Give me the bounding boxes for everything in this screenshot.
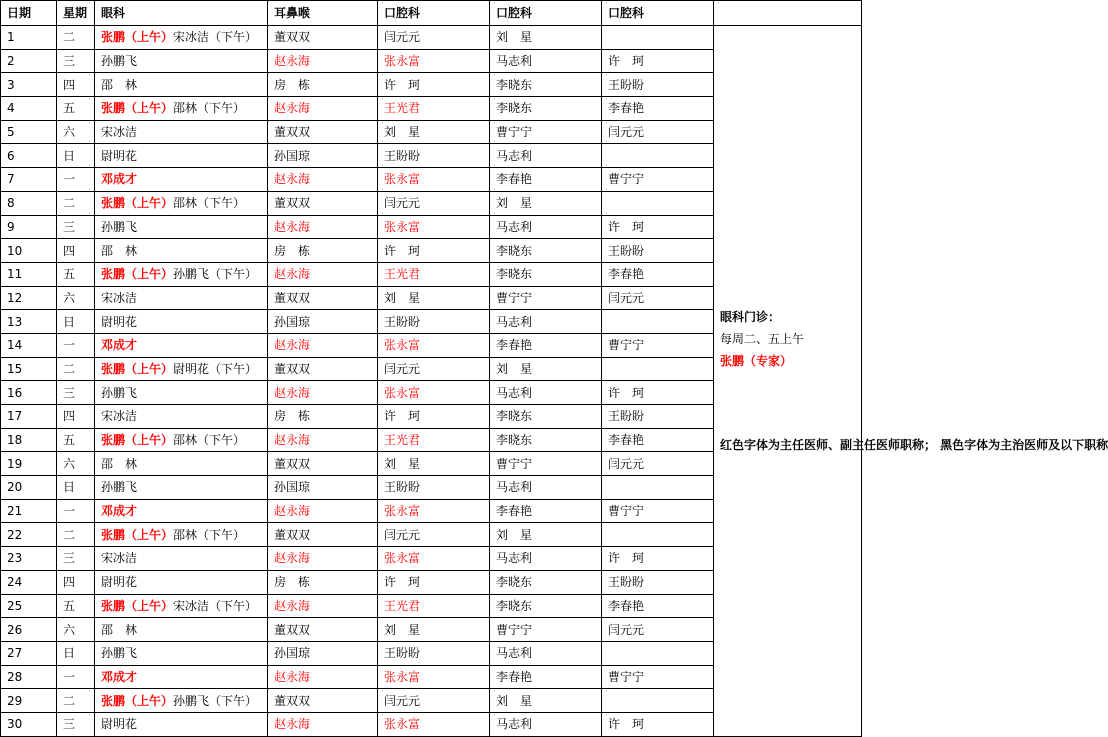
date-cell: 30 — [1, 712, 57, 736]
oral-cell-2: 李春艳 — [490, 168, 602, 192]
date-cell: 29 — [1, 689, 57, 713]
date-cell: 12 — [1, 286, 57, 310]
oral-cell-1: 闫元元 — [378, 689, 490, 713]
eye-senior-doctor: 张鹏（上午） — [101, 598, 174, 613]
oral-cell-1: 王盼盼 — [378, 144, 490, 168]
date-cell: 1 — [1, 26, 57, 50]
date-cell: 9 — [1, 215, 57, 239]
eye-doctor: 宋冰洁 — [101, 125, 138, 140]
eye-cell — [95, 381, 268, 405]
note-legend: 红色字体为主任医师、副主任医师职称； 黑色字体为主治医师及以下职称 — [720, 437, 1108, 452]
oral-cell-2: 刘 星 — [490, 523, 602, 547]
weekday-cell: 三 — [57, 381, 95, 405]
weekday-cell: 三 — [57, 215, 95, 239]
note-cell — [714, 26, 1108, 737]
eye-doctor: 宋冰洁（下午） — [173, 598, 258, 613]
ent-cell: 房 栋 — [268, 239, 378, 263]
oral-cell-2: 李晓东 — [490, 594, 602, 618]
date-cell: 3 — [1, 73, 57, 97]
oral-cell-1: 张永富 — [378, 215, 490, 239]
oral-cell-3: 曹宁宁 — [602, 499, 714, 523]
oral-cell-3: 李春艳 — [602, 428, 714, 452]
oral-cell-2: 李晓东 — [490, 73, 602, 97]
oral-cell-2: 李晓东 — [490, 570, 602, 594]
oral-cell-2: 刘 星 — [490, 689, 602, 713]
eye-senior-doctor: 张鹏（上午） — [101, 361, 174, 376]
date-cell: 10 — [1, 239, 57, 263]
weekday-cell: 六 — [57, 618, 95, 642]
eye-cell — [95, 97, 268, 121]
oral-cell-2: 马志利 — [490, 49, 602, 73]
oral-cell-1: 张永富 — [378, 168, 490, 192]
oral-cell-1: 闫元元 — [378, 523, 490, 547]
ent-cell: 赵永海 — [268, 168, 378, 192]
ent-cell: 董双双 — [268, 286, 378, 310]
weekday-cell: 三 — [57, 547, 95, 571]
eye-doctor: 孙鹏飞（下午） — [173, 693, 258, 708]
eye-doctor: 邵 林 — [101, 243, 138, 258]
eye-cell — [95, 286, 268, 310]
eye-senior-doctor: 邓成才 — [101, 504, 138, 519]
weekday-cell: 六 — [57, 286, 95, 310]
weekday-cell: 日 — [57, 641, 95, 665]
oral-cell-3: 闫元元 — [602, 120, 714, 144]
oral-cell-2: 曹宁宁 — [490, 618, 602, 642]
oral-cell-2: 李春艳 — [490, 499, 602, 523]
oral-cell-2: 李春艳 — [490, 333, 602, 357]
oral-cell-3 — [602, 144, 714, 168]
eye-cell — [95, 310, 268, 334]
date-cell: 22 — [1, 523, 57, 547]
eye-doctor: 尉明花（下午） — [173, 361, 258, 376]
eye-doctor: 邵 林 — [101, 77, 138, 92]
oral-cell-3: 闫元元 — [602, 286, 714, 310]
eye-doctor: 尉明花 — [101, 717, 138, 732]
weekday-cell: 二 — [57, 523, 95, 547]
ent-cell: 房 栋 — [268, 73, 378, 97]
oral-cell-3 — [602, 523, 714, 547]
oral-cell-2: 曹宁宁 — [490, 452, 602, 476]
eye-senior-doctor: 邓成才 — [101, 669, 138, 684]
oral-cell-1: 许 珂 — [378, 570, 490, 594]
date-cell: 28 — [1, 665, 57, 689]
ent-cell: 赵永海 — [268, 333, 378, 357]
oral-cell-1: 闫元元 — [378, 357, 490, 381]
eye-doctor: 尉明花 — [101, 148, 138, 163]
eye-doctor: 孙鹏飞 — [101, 646, 138, 661]
date-cell: 8 — [1, 191, 57, 215]
oral-cell-3: 李春艳 — [602, 262, 714, 286]
ent-cell: 孙国琼 — [268, 310, 378, 334]
eye-cell — [95, 262, 268, 286]
eye-cell — [95, 73, 268, 97]
weekday-cell: 六 — [57, 452, 95, 476]
oral-cell-1: 张永富 — [378, 712, 490, 736]
weekday-cell: 日 — [57, 310, 95, 334]
eye-doctor: 宋冰洁（下午） — [173, 30, 258, 45]
ent-cell: 董双双 — [268, 689, 378, 713]
ent-cell: 董双双 — [268, 357, 378, 381]
eye-doctor: 孙鹏飞 — [101, 480, 138, 495]
date-cell: 5 — [1, 120, 57, 144]
ent-cell: 赵永海 — [268, 499, 378, 523]
eye-senior-doctor: 张鹏（上午） — [101, 196, 174, 211]
eye-cell — [95, 428, 268, 452]
ent-cell: 董双双 — [268, 523, 378, 547]
oral-cell-1: 王光君 — [378, 97, 490, 121]
table-row — [1, 26, 862, 50]
ent-cell: 赵永海 — [268, 594, 378, 618]
ent-cell: 孙国琼 — [268, 476, 378, 500]
weekday-cell: 二 — [57, 191, 95, 215]
date-cell: 23 — [1, 547, 57, 571]
header-week: 星期 — [57, 1, 95, 26]
oral-cell-3: 王盼盼 — [602, 405, 714, 429]
weekday-cell: 四 — [57, 570, 95, 594]
weekday-cell: 六 — [57, 120, 95, 144]
eye-cell — [95, 168, 268, 192]
oral-cell-2: 李晓东 — [490, 97, 602, 121]
oral-cell-3 — [602, 476, 714, 500]
oral-cell-1: 张永富 — [378, 333, 490, 357]
eye-doctor: 邵 林 — [101, 456, 138, 471]
eye-cell — [95, 641, 268, 665]
note-title: 眼科门诊： — [720, 309, 781, 324]
eye-doctor: 孙鹏飞（下午） — [173, 267, 258, 282]
note-expert: 张鹏（专家） — [720, 353, 793, 368]
oral-cell-3: 曹宁宁 — [602, 168, 714, 192]
eye-cell — [95, 357, 268, 381]
oral-cell-1: 张永富 — [378, 499, 490, 523]
eye-cell — [95, 570, 268, 594]
weekday-cell: 一 — [57, 499, 95, 523]
ent-cell: 赵永海 — [268, 262, 378, 286]
weekday-cell: 四 — [57, 73, 95, 97]
eye-cell — [95, 499, 268, 523]
oral-cell-1: 许 珂 — [378, 239, 490, 263]
oral-cell-1: 王光君 — [378, 262, 490, 286]
oral-cell-1: 刘 星 — [378, 452, 490, 476]
eye-cell — [95, 547, 268, 571]
date-cell: 21 — [1, 499, 57, 523]
eye-cell — [95, 476, 268, 500]
oral-cell-1: 刘 星 — [378, 286, 490, 310]
header-eye: 眼科 — [95, 1, 268, 26]
oral-cell-3 — [602, 357, 714, 381]
eye-senior-doctor: 张鹏（上午） — [101, 433, 174, 448]
date-cell: 15 — [1, 357, 57, 381]
oral-cell-1: 许 珂 — [378, 405, 490, 429]
eye-cell — [95, 405, 268, 429]
ent-cell: 孙国琼 — [268, 144, 378, 168]
eye-doctor: 尉明花 — [101, 314, 138, 329]
eye-cell — [95, 665, 268, 689]
eye-cell — [95, 618, 268, 642]
oral-cell-3 — [602, 26, 714, 50]
oral-cell-3 — [602, 641, 714, 665]
oral-cell-2: 李晓东 — [490, 239, 602, 263]
oral-cell-3: 许 珂 — [602, 547, 714, 571]
oral-cell-2: 曹宁宁 — [490, 286, 602, 310]
oral-cell-3: 王盼盼 — [602, 73, 714, 97]
oral-cell-2: 马志利 — [490, 381, 602, 405]
eye-cell — [95, 120, 268, 144]
oral-cell-1: 张永富 — [378, 49, 490, 73]
oral-cell-2: 刘 星 — [490, 26, 602, 50]
eye-cell — [95, 144, 268, 168]
date-cell: 27 — [1, 641, 57, 665]
oral-cell-2: 马志利 — [490, 215, 602, 239]
ent-cell: 赵永海 — [268, 381, 378, 405]
eye-doctor: 孙鹏飞 — [101, 385, 138, 400]
ent-cell: 董双双 — [268, 618, 378, 642]
ent-cell: 赵永海 — [268, 215, 378, 239]
eye-cell — [95, 333, 268, 357]
oral-cell-2: 马志利 — [490, 712, 602, 736]
ent-cell: 董双双 — [268, 191, 378, 215]
oral-cell-3 — [602, 310, 714, 334]
ent-cell: 孙国琼 — [268, 641, 378, 665]
date-cell: 19 — [1, 452, 57, 476]
date-cell: 25 — [1, 594, 57, 618]
eye-senior-doctor: 邓成才 — [101, 172, 138, 187]
eye-senior-doctor: 张鹏（上午） — [101, 30, 174, 45]
oral-cell-2: 李晓东 — [490, 262, 602, 286]
eye-senior-doctor: 张鹏（上午） — [101, 693, 174, 708]
ent-cell: 董双双 — [268, 452, 378, 476]
oral-cell-3: 闫元元 — [602, 618, 714, 642]
oral-cell-3: 曹宁宁 — [602, 333, 714, 357]
eye-cell — [95, 49, 268, 73]
eye-cell — [95, 594, 268, 618]
weekday-cell: 日 — [57, 144, 95, 168]
eye-senior-doctor: 邓成才 — [101, 338, 138, 353]
weekday-cell: 五 — [57, 262, 95, 286]
eye-doctor: 邵林（下午） — [173, 527, 246, 542]
oral-cell-3: 李春艳 — [602, 97, 714, 121]
eye-doctor: 邵 林 — [101, 622, 138, 637]
oral-cell-2: 曹宁宁 — [490, 120, 602, 144]
oral-cell-1: 王光君 — [378, 594, 490, 618]
header-ent: 耳鼻喉 — [268, 1, 378, 26]
date-cell: 24 — [1, 570, 57, 594]
weekday-cell: 四 — [57, 405, 95, 429]
oral-cell-2: 李晓东 — [490, 428, 602, 452]
ent-cell: 赵永海 — [268, 97, 378, 121]
date-cell: 14 — [1, 333, 57, 357]
header-date: 日期 — [1, 1, 57, 26]
ent-cell: 董双双 — [268, 120, 378, 144]
oral-cell-3: 王盼盼 — [602, 239, 714, 263]
oral-cell-1: 张永富 — [378, 547, 490, 571]
weekday-cell: 五 — [57, 97, 95, 121]
eye-senior-doctor: 张鹏（上午） — [101, 267, 174, 282]
eye-doctor: 宋冰洁 — [101, 290, 138, 305]
eye-cell — [95, 215, 268, 239]
oral-cell-1: 王光君 — [378, 428, 490, 452]
oral-cell-1: 张永富 — [378, 665, 490, 689]
oral-cell-2: 李春艳 — [490, 665, 602, 689]
oral-cell-2: 刘 星 — [490, 357, 602, 381]
oral-cell-1: 闫元元 — [378, 26, 490, 50]
ent-cell: 赵永海 — [268, 49, 378, 73]
oral-cell-2: 马志利 — [490, 476, 602, 500]
oral-cell-1: 王盼盼 — [378, 641, 490, 665]
eye-cell — [95, 452, 268, 476]
date-cell: 7 — [1, 168, 57, 192]
weekday-cell: 一 — [57, 665, 95, 689]
oral-cell-1: 闫元元 — [378, 191, 490, 215]
oral-cell-1: 许 珂 — [378, 73, 490, 97]
eye-doctor: 宋冰洁 — [101, 409, 138, 424]
date-cell: 18 — [1, 428, 57, 452]
weekday-cell: 三 — [57, 49, 95, 73]
oral-cell-3: 闫元元 — [602, 452, 714, 476]
oral-cell-3 — [602, 191, 714, 215]
eye-cell — [95, 523, 268, 547]
ent-cell: 董双双 — [268, 26, 378, 50]
eye-cell — [95, 689, 268, 713]
oral-cell-3: 许 珂 — [602, 215, 714, 239]
oral-cell-2: 李晓东 — [490, 405, 602, 429]
header-oral-3: 口腔科 — [602, 1, 714, 26]
eye-cell — [95, 239, 268, 263]
ent-cell: 房 栋 — [268, 405, 378, 429]
eye-cell — [95, 712, 268, 736]
eye-doctor: 孙鹏飞 — [101, 54, 138, 69]
oral-cell-1: 刘 星 — [378, 120, 490, 144]
date-cell: 6 — [1, 144, 57, 168]
ent-cell: 赵永海 — [268, 712, 378, 736]
eye-doctor: 邵林（下午） — [173, 196, 246, 211]
header-oral-2: 口腔科 — [490, 1, 602, 26]
eye-senior-doctor: 张鹏（上午） — [101, 527, 174, 542]
date-cell: 20 — [1, 476, 57, 500]
eye-doctor: 宋冰洁 — [101, 551, 138, 566]
oral-cell-1: 王盼盼 — [378, 310, 490, 334]
oral-cell-2: 刘 星 — [490, 191, 602, 215]
oral-cell-3: 许 珂 — [602, 381, 714, 405]
header-row — [1, 1, 862, 26]
eye-doctor: 邵林（下午） — [173, 101, 246, 116]
weekday-cell: 五 — [57, 594, 95, 618]
date-cell: 11 — [1, 262, 57, 286]
date-cell: 26 — [1, 618, 57, 642]
date-cell: 2 — [1, 49, 57, 73]
header-oral-1: 口腔科 — [378, 1, 490, 26]
weekday-cell: 五 — [57, 428, 95, 452]
oral-cell-2: 马志利 — [490, 547, 602, 571]
oral-cell-2: 马志利 — [490, 144, 602, 168]
oral-cell-1: 张永富 — [378, 381, 490, 405]
weekday-cell: 日 — [57, 476, 95, 500]
ent-cell: 赵永海 — [268, 428, 378, 452]
eye-doctor: 邵林（下午） — [173, 433, 246, 448]
oral-cell-3: 李春艳 — [602, 594, 714, 618]
ent-cell: 赵永海 — [268, 547, 378, 571]
weekday-cell: 二 — [57, 26, 95, 50]
weekday-cell: 二 — [57, 689, 95, 713]
ent-cell: 房 栋 — [268, 570, 378, 594]
weekday-cell: 一 — [57, 168, 95, 192]
note-schedule: 每周二、五上午 — [720, 331, 805, 346]
eye-senior-doctor: 张鹏（上午） — [101, 101, 174, 116]
eye-cell — [95, 191, 268, 215]
oral-cell-2: 马志利 — [490, 310, 602, 334]
date-cell: 16 — [1, 381, 57, 405]
oral-cell-3: 曹宁宁 — [602, 665, 714, 689]
weekday-cell: 三 — [57, 712, 95, 736]
weekday-cell: 二 — [57, 357, 95, 381]
ent-cell: 赵永海 — [268, 665, 378, 689]
oral-cell-3: 许 珂 — [602, 712, 714, 736]
weekday-cell: 四 — [57, 239, 95, 263]
oral-cell-2: 马志利 — [490, 641, 602, 665]
eye-doctor: 尉明花 — [101, 575, 138, 590]
oral-cell-1: 刘 星 — [378, 618, 490, 642]
weekday-cell: 一 — [57, 333, 95, 357]
date-cell: 4 — [1, 97, 57, 121]
oral-cell-1: 王盼盼 — [378, 476, 490, 500]
eye-cell — [95, 26, 268, 50]
oral-cell-3: 王盼盼 — [602, 570, 714, 594]
eye-doctor: 孙鹏飞 — [101, 219, 138, 234]
header-note — [714, 1, 862, 26]
oral-cell-3: 许 珂 — [602, 49, 714, 73]
oral-cell-3 — [602, 689, 714, 713]
date-cell: 17 — [1, 405, 57, 429]
date-cell: 13 — [1, 310, 57, 334]
